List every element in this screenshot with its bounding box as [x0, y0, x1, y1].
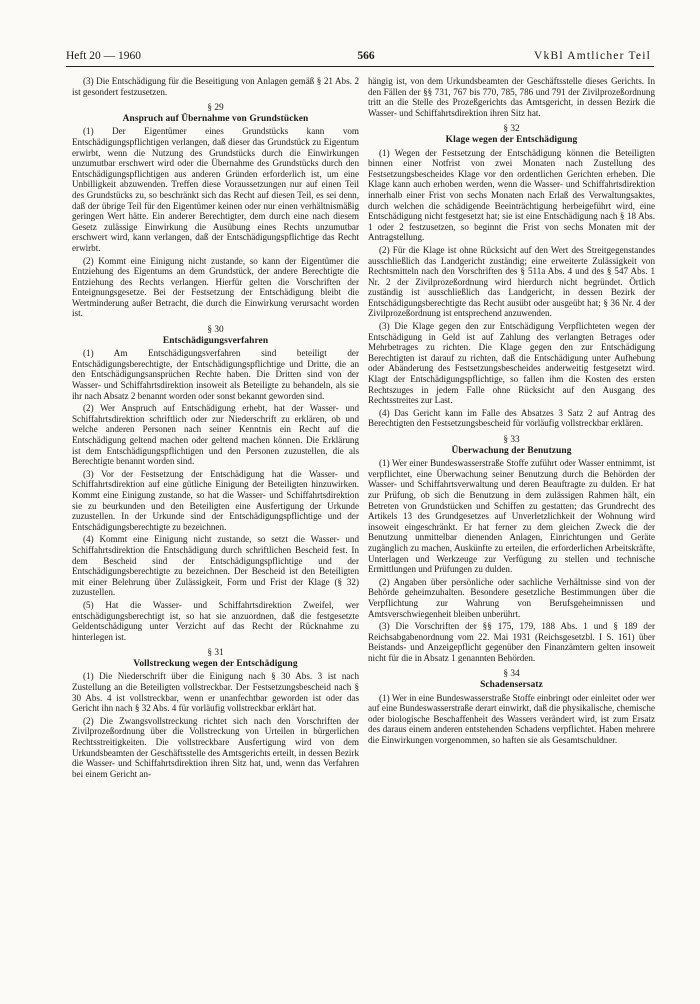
header-rule [66, 66, 654, 67]
paragraph: (4) Kommt eine Einigung nicht zustande, so setzt die Wasser- und Schiffahrtsdirektion die Entschädigung durch schriftlichen Bescheid fest. In dem Bescheid sind der Entschädigungspflichtige und der Entschädigungsberechtigte zu bezeichnen. Der Bescheid ist den Beteiligten mit einer Belehrung über Zulässigkeit, Form und Frist der Klage (§ 32) zuzustellen. [72, 534, 359, 598]
paragraph: (1) Am Entschädigungsverfahren sind beteiligt der Entschädigungsberechtigte, der Entschädigungspflichtige und Dritte, die an den Entschädigungsansprüchen Rechte haben. Die Dritten sind von der Wasser- und Schiffahrtsdirektion insoweit als Beteiligte zu behandeln, als sie ihr nach Absatz 2 benannt worden oder sonst bekannt geworden sind. [72, 348, 359, 401]
paragraph: (1) Die Niederschrift über die Einigung nach § 30 Abs. 3 ist nach Zustellung an die Beteiligten vollstreckbar. Der Festsetzungsbescheid nach § 30 Abs. 4 ist vollstreckbar, wenn er unanfechtbar geworden ist oder das Gericht ihn nach § 32 Abs. 4 für vorläufig vollstreckbar erklärt hat. [72, 671, 359, 714]
section-title: Anspruch auf Übernahme von Grundstücken [122, 113, 309, 124]
section-title: Überwachung der Benutzung [451, 445, 572, 456]
paragraph: (1) Wer in eine Bundeswasserstraße Stoffe einbringt oder einleitet oder wer auf eine Bundeswasserstraße derart einwirkt, daß die physikalische, chemische oder biologische Beschaffenheit des Wassers verändert wird, ist zum Ersatz des daraus einem anderen entstehenden Schadens verpflichtet. Haben mehrere die Einwirkungen vorgenommen, so haften sie als Gesamtschuldner. [368, 692, 655, 746]
paragraph: (5) Hat die Wasser- und Schiffahrtsdirektion Zweifel, wer entschädigungsberechtigt ist, so hat sie anzuordnen, daß die festgesetzte Geldentschädigung unter Verzicht auf das Recht der Rücknahme zu hinterlegen ist. [72, 599, 359, 642]
paragraph: (3) Die Entschädigung für die Beseitigung von Anlagen gemäß § 21 Abs. 2 ist gesondert festzusetzen. [72, 76, 359, 97]
paragraph: (2) Für die Klage ist ohne Rücksicht auf den Wert des Streitgegenstandes ausschließlich das Landgericht zuständig; eine erweiterte Zulässigkeit von Rechtsmitteln nach den Vorschriften des § 511a Abs. 4 und des § 547 Abs. 1 Nr. 2 der Zivilprozeßordnung wird hierdurch nicht begründet. Örtlich zuständig ist ausschließlich das Landgericht, in dessen Bezirk der Entschädigungsberechtigte das Recht ausübt oder ausgeübt hat; § 36 Nr. 4 der Zivilprozeßordnung ist entsprechend anzuwenden. [368, 244, 655, 319]
section-number: § 29 [207, 103, 224, 114]
right-column [368, 76, 655, 748]
paragraph: (3) Die Vorschriften der §§ 175, 179, 188 Abs. 1 und § 189 der Reichsabgabenordnung vom 22. Mai 1931 (Reichsgesetzbl. I S. 161) über Beistands- und Anzeigepflicht gegenüber den Finanzämtern gelten insoweit nicht für die in Absatz 1 genannten Behörden. [368, 621, 655, 663]
paragraph: (1) Wer einer Bundeswasserstraße Stoffe zuführt oder Wasser entnimmt, ist verpflichtet, eine Überwachung seiner Benutzung durch die Behörden der Wasser- und Schiffahrtsverwaltung und deren Beauftragte zu dulden. Er hat zur Prüfung, ob sich die Benutzung in dem zulässigen Rahmen hält, ein Betreten von Grundstücken und Schiffen zu gestatten; das Grundrecht des Artikels 13 des Grundgesetzes auf Unverletzlichkeit der Wohnung wird insoweit eingeschränkt. Er hat ferner zu dem gleichen Zweck die der Benutzung unmittelbar dienenden Anlagen, Einrichtungen und Geräte zugänglich zu machen, Auskünfte zu erteilen, die erforderlichen Arbeitskräfte, Unterlagen und Werkzeuge zur Verfügung zu stellen und technische Ermittlungen und Prüfungen zu dulden. [368, 458, 655, 575]
section-title: Vollstreckung wegen der Entschädigung [133, 658, 298, 669]
section-number: § 32 [503, 124, 520, 135]
section-number: § 30 [207, 325, 224, 336]
issue-label: Heft 20 — 1960 [66, 50, 142, 62]
paragraph: (2) Kommt eine Einigung nicht zustande, so kann der Eigentümer die Entziehung des Eigentums an dem Grundstück, der andere Berechtigte die Entziehung des Rechts verlangen. Hierfür gelten die Vorschriften der Enteignungsgesetze. Bei der Festsetzung der Entschädigung bleibt die Wertminderung außer Betracht, die durch die Einwirkung verursacht worden ist. [72, 255, 359, 319]
section-number: § 33 [503, 435, 520, 445]
section-title: Entschädigungsverfahren [162, 335, 269, 346]
paragraph: (3) Vor der Festsetzung der Entschädigung hat die Wasser- und Schiffahrtsdirektion auf eine gütliche Einigung der Beteiligten hinzuwirken. Kommt eine Einigung zustande, so hat die Wasser- und Schiffahrtsdirektion sie zu beurkunden und den Beteiligten eine Ausfertigung der Urkunde zuzustellen. In der Urkunde sind der Entschädigungspflichtige und der Entschädigungsberechtigte zu bezeichnen. [72, 468, 359, 532]
paragraph: (2) Wer Anspruch auf Entschädigung erhebt, hat der Wasser- und Schiffahrtsdirektion schriftlich oder zur Niederschrift zu erklären, ob und welche anderen Personen nach seiner Kenntnis ein Recht auf die Entschädigung geltend machen oder geltend machen können. Die Erklärung ist dem Entschädigungspflichtigen und den Personen zuzustellen, die als Berechtigte benannt worden sind. [72, 403, 359, 467]
paragraph: (1) Der Eigentümer eines Grundstücks kann vom Entschädigungspflichtigen verlangen, daß dieser das Grundstück zu Eigentum erwirbt, wenn die Nutzung des Grundstücks durch die Einwirkungen unzumutbar erschwert wird oder die Übernahme des Grundstücks durch den Entschädigungspflichtigen aus anderen Gründen erforderlich ist, um eine Unbilligkeit abzuwenden. Treffen diese Voraussetzungen nur auf einen Teil des Grundstücks zu, so beschränkt sich das Recht auf diesen Teil, es sei denn, daß der übrige Teil für den Eigentümer keinen oder nur einen verhältnismäßig geringen Wert hätte. Ein anderer Berechtigter, dem durch eine nach diesem Gesetz zulässige Einwirkung die Ausübung eines Rechts unzumutbar erschwert wird, kann verlangen, daß der Entschädigungspflichtige das Recht erwirbt. [72, 126, 359, 253]
page-number: 566 [357, 50, 375, 62]
page-header [66, 50, 651, 66]
paragraph: hängig ist, von dem Urkundsbeamten der Geschäftsstelle dieses Gerichts. In den Fällen der §§ 731, 767 bis 770, 785, 786 und 791 der Zivilprozeßordnung tritt an die Stelle des Prozeßgerichts das Amtsgericht, in dessen Bezirk die Wasser- und Schiffahrtsdirektion ihren Sitz hat. [368, 76, 655, 118]
paragraph: (2) Die Zwangsvollstreckung richtet sich nach den Vorschriften der Zivilprozeßordnung über die Vollstreckung von Urteilen in bürgerlichen Rechtsstreitigkeiten. Die vollstreckbare Ausfertigung wird von dem Urkundsbeamten der Geschäftsstelle des Amtsgerichts erteilt, in dessen Bezirk die Wasser- und Schiffahrtsdirektion ihren Sitz hat, und, wenn das Verfahren bei einem Gericht an- [72, 715, 359, 779]
journal-title: VkBl Amtlicher Teil [534, 50, 651, 62]
paragraph: (4) Das Gericht kann im Falle des Absatzes 3 Satz 2 auf Antrag des Berechtigten den Festsetzungsbescheid für vorläufig vollstreckbar erklären. [368, 407, 655, 429]
paragraph: (2) Angaben über persönliche oder sachliche Verhältnisse sind von der Behörde geheimzuhalten. Besondere gesetzliche Bestimmungen über die Verpflichtung zur Wahrung von Berufsgeheimnissen und Amtsverschwiegenheit bleiben unberührt. [368, 576, 655, 619]
section-number: § 34 [503, 669, 520, 680]
left-column [72, 76, 359, 781]
section-title: Klage wegen der Entschädigung [445, 134, 578, 145]
paragraph: (1) Wegen der Festsetzung der Entschädigung können die Beteiligten binnen einer Notfrist von zwei Monaten nach Zustellung des Festsetzungsbescheides Klage vor den ordentlichen Gerichten erheben. Die Klage kann auch erhoben werden, wenn die Wasser- und Schiffahrtsdirektion innerhalb einer Frist von sechs Monaten nach Erlaß des Verwaltungsaktes, durch welchen die schädigende Beeinträchtigung herbeigeführt wird, eine Entschädigung nicht festgesetzt hat; sie ist eine Entschädigung nach § 18 Abs. 1 oder 2 festzusetzen, so beginnt die Frist von sechs Monaten mit der Antragstellung. [368, 147, 655, 243]
section-number: § 31 [207, 648, 224, 659]
section-title: Schadensersatz [480, 680, 543, 691]
paragraph: (3) Die Klage gegen den zur Entschädigung Verpflichteten wegen der Entschädigung in Geld ist auf Zahlung des verlangten Betrages oder Mehrbetrages zu richten. Die Klage gegen den zur Entschädigung Berechtigten ist darauf zu richten, daß die Entschädigung unter Aufhebung oder Abänderung des Festsetzungsbescheides anderweitig festgesetzt wird. Klagt der Entschädigungspflichtige, so fallen ihm die Kosten des ersten Rechtszuges in jedem Falle ohne Rücksicht auf den Ausgang des Rechtsstreites zur Last. [368, 321, 655, 406]
